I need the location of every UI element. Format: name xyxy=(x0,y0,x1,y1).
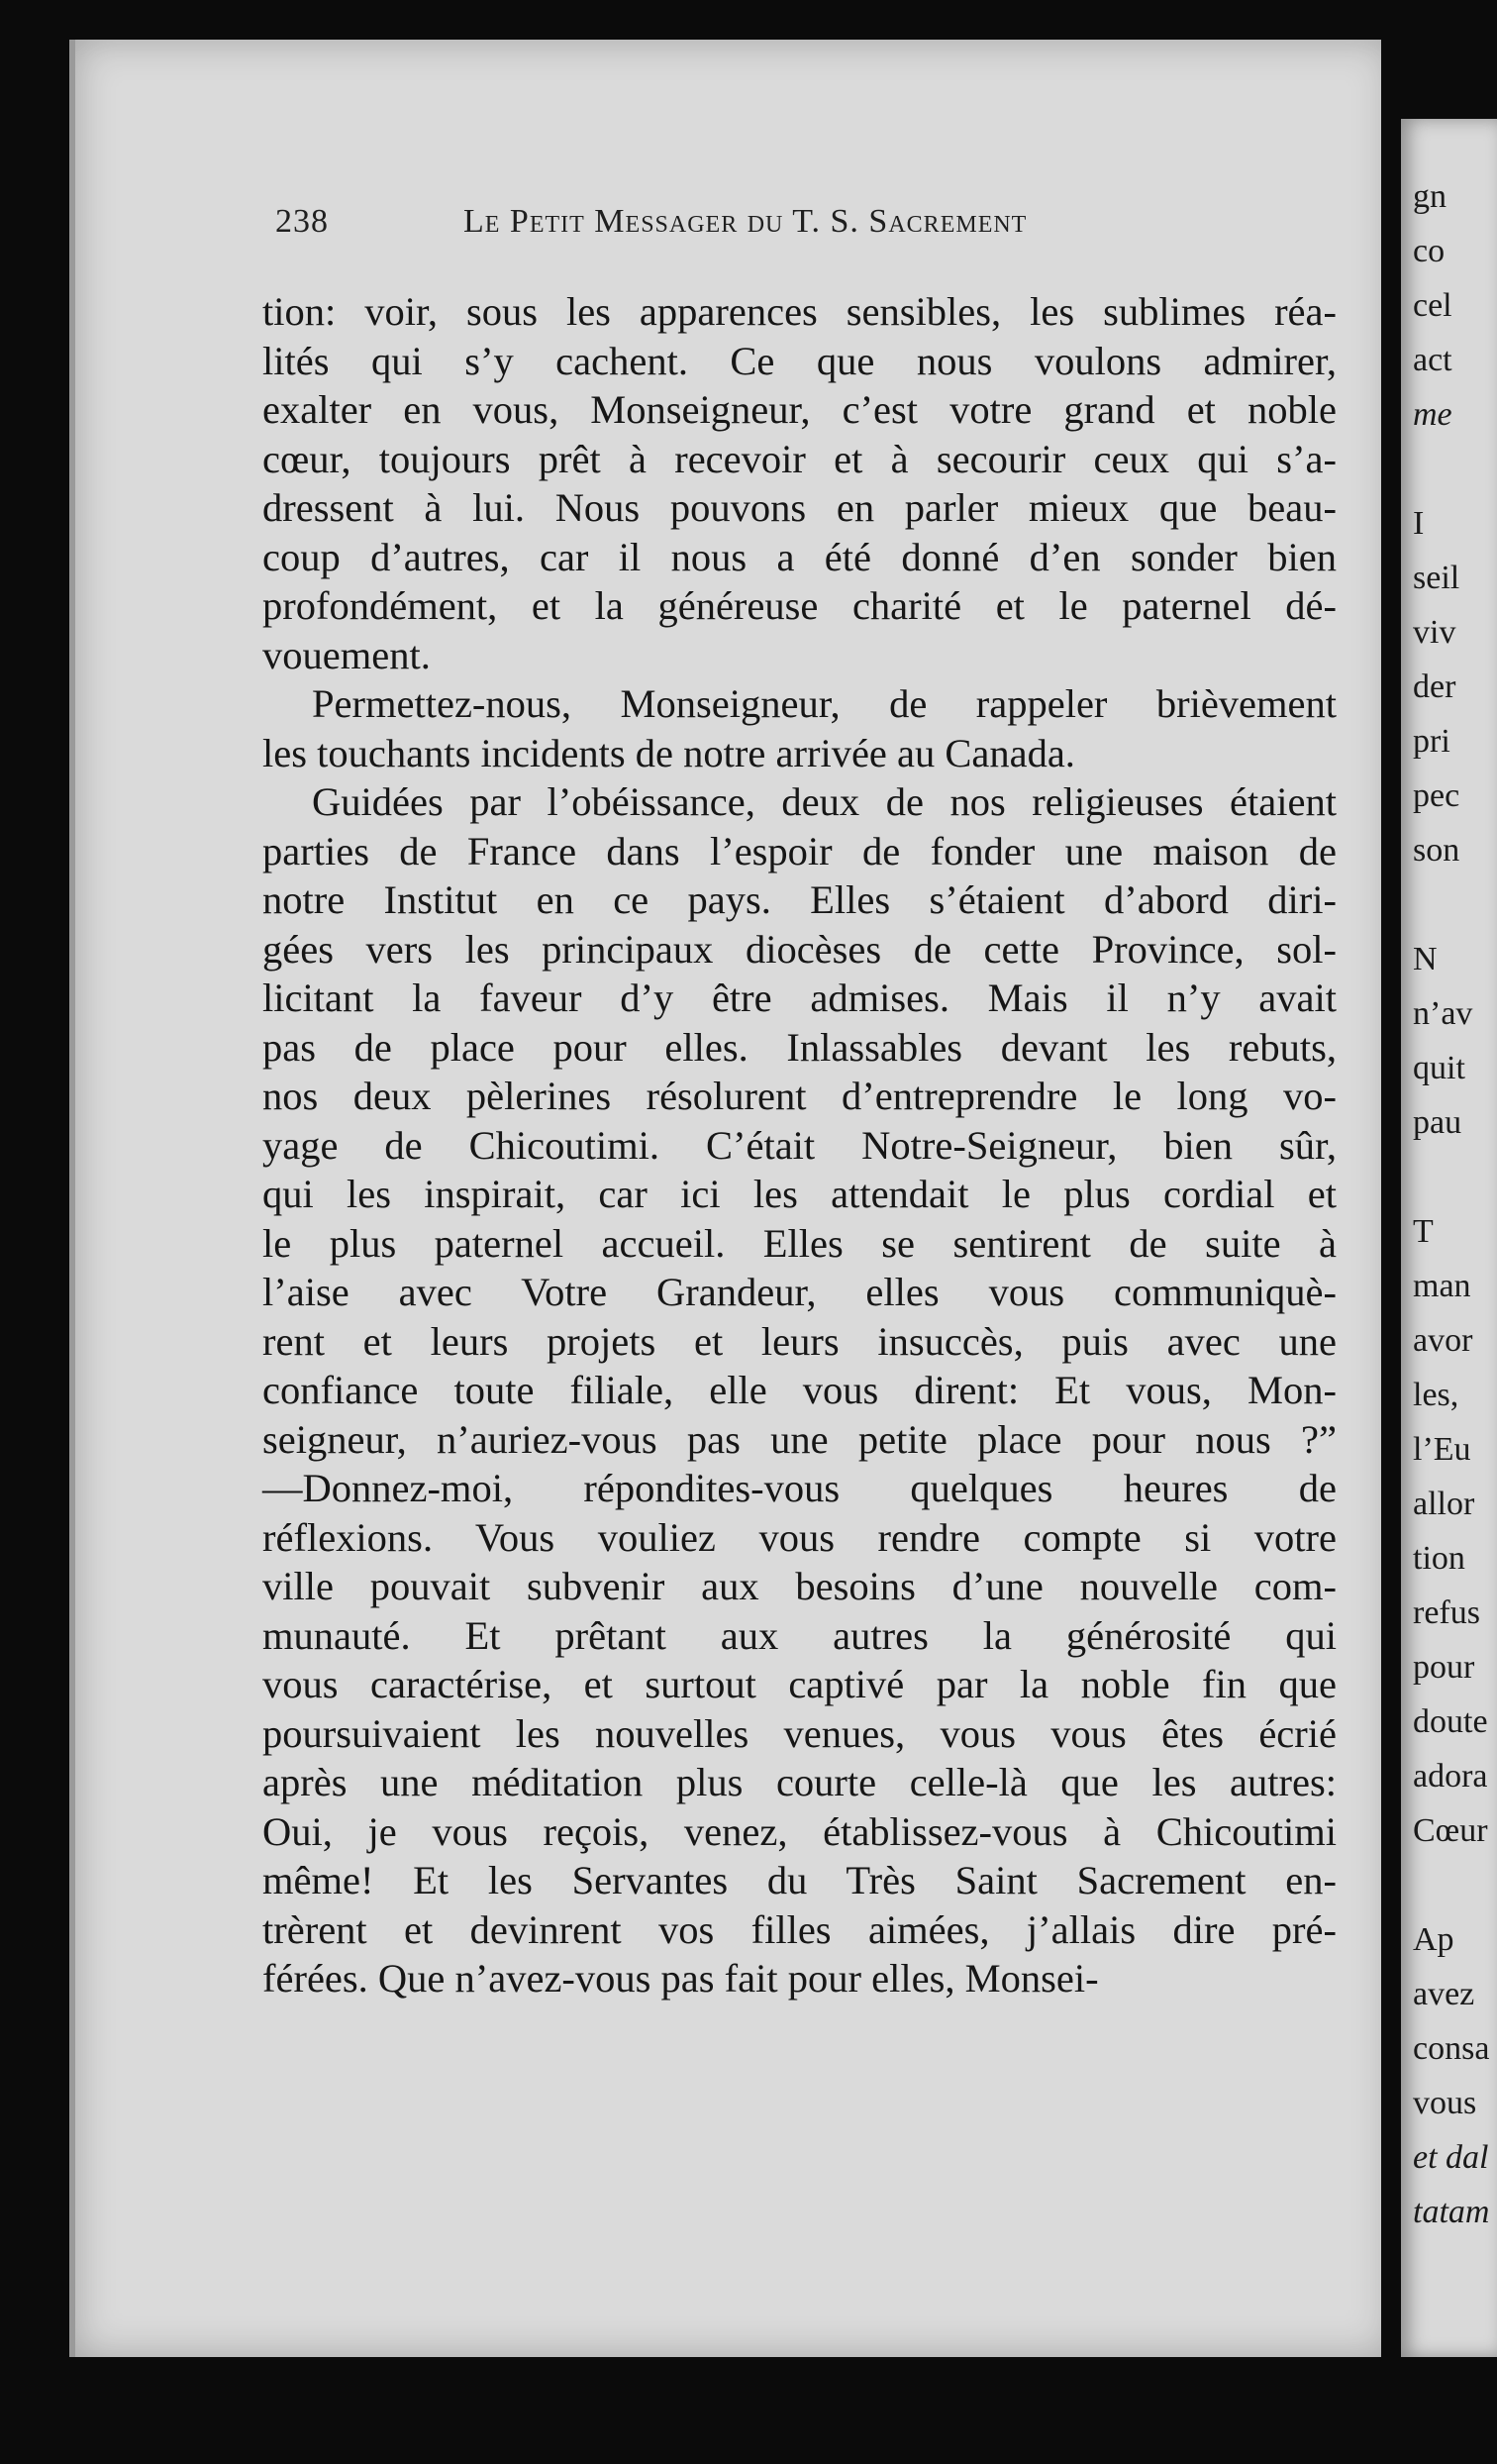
facing-page-fragment: et dal xyxy=(1413,2139,1489,2176)
text-line: tion: voir, sous les apparences sensibles, les sublimes réa- xyxy=(262,289,1337,334)
facing-page-fragment: Cœur xyxy=(1413,1812,1488,1849)
text-line: qui les inspirait, car ici les attendait le plus cordial et xyxy=(262,1172,1337,1216)
text-line: dressent à lui. Nous pouvons en parler mieux que beau- xyxy=(262,485,1337,530)
text-line: munauté. Et prêtant aux autres la générosité qui xyxy=(262,1612,1337,1658)
facing-page-fragment: tatam xyxy=(1413,2194,1490,2230)
text-line: notre Institut en ce pays. Elles s’étaient d’abord diri- xyxy=(262,877,1337,922)
facing-page-fragment: N xyxy=(1413,941,1438,977)
page-number: 238 xyxy=(275,203,329,240)
text-line: même! Et les Servantes du Très Saint Sacrement en- xyxy=(262,1858,1337,1902)
facing-page-fragment: avor xyxy=(1413,1322,1473,1359)
facing-page-fragment: me xyxy=(1413,396,1452,433)
text-line: Oui, je vous reçois, venez, établissez-vous à Chicoutimi xyxy=(262,1808,1337,1854)
facing-page-fragment: son xyxy=(1413,832,1460,869)
facing-page-fragment: adora xyxy=(1413,1758,1488,1795)
text-line: licitant la faveur d’y être admises. Mais il n’y avait xyxy=(262,975,1337,1020)
facing-page-fragment: consa xyxy=(1413,2030,1490,2067)
text-line: nos deux pèlerines résolurent d’entreprendre le long vo- xyxy=(262,1074,1337,1118)
facing-page-fragment: avez xyxy=(1413,1976,1475,2012)
text-line: —Donnez-moi, répondites-vous quelques heures de xyxy=(262,1466,1337,1510)
text-line: coup d’autres, car il nous a été donné d’en sonder bien xyxy=(262,534,1337,579)
facing-page-fragment: gn xyxy=(1413,178,1447,215)
book-gutter xyxy=(1381,40,1403,2416)
text-line: exalter en vous, Monseigneur, c’est votre grand et noble xyxy=(262,387,1337,432)
facing-page-fragment: les, xyxy=(1413,1377,1459,1413)
text-line: vous caractérise, et surtout captivé par la noble fin que xyxy=(262,1662,1337,1706)
facing-page-fragment: Ap xyxy=(1413,1921,1454,1958)
page-body xyxy=(262,287,1337,2003)
facing-page-fragment: viv xyxy=(1413,614,1456,651)
text-line: rent et leurs projets et leurs insuccès, puis avec une xyxy=(262,1318,1337,1364)
text-line: confiance toute filiale, elle vous dirent: Et vous, Mon- xyxy=(262,1368,1337,1412)
facing-page-fragment: pri xyxy=(1413,723,1450,760)
text-line: gées vers les principaux diocèses de cette Province, sol- xyxy=(262,926,1337,972)
facing-page-fragment: man xyxy=(1413,1268,1471,1304)
facing-page-fragment: doute xyxy=(1413,1703,1488,1740)
page-header xyxy=(275,203,1265,253)
facing-page-fragment: pau xyxy=(1413,1104,1462,1141)
text-line: trèrent et devinrent vos filles aimées, j’allais dire pré- xyxy=(262,1906,1337,1952)
running-title: Le Petit Messager du T. S. Sacrement xyxy=(463,203,1028,240)
text-line: ville pouvait subvenir aux besoins d’une nouvelle com- xyxy=(262,1564,1337,1608)
facing-page-fragment: der xyxy=(1413,668,1456,705)
text-line: le plus paternel accueil. Elles se sentirent de suite à xyxy=(262,1220,1337,1266)
text-line: seigneur, n’auriez-vous pas une petite place pour nous ?” xyxy=(262,1416,1337,1462)
facing-page-fragment: quit xyxy=(1413,1050,1465,1086)
facing-page-fragment: pec xyxy=(1413,777,1460,814)
facing-page-fragment: allor xyxy=(1413,1486,1475,1522)
facing-page-fragment: act xyxy=(1413,342,1452,378)
text-line: pas de place pour elles. Inlassables devant les rebuts, xyxy=(262,1024,1337,1070)
text-line: lités qui s’y cachent. Ce que nous voulons admirer, xyxy=(262,338,1337,383)
facing-page-fragment: vous xyxy=(1413,2085,1477,2121)
text-line: les touchants incidents de notre arrivée au Canada. xyxy=(262,730,1075,775)
text-line: cœur, toujours prêt à recevoir et à secourir ceux qui s’a- xyxy=(262,436,1337,481)
text-line: parties de France dans l’espoir de fonder une maison de xyxy=(262,828,1337,873)
facing-page-edge xyxy=(1401,119,1497,2357)
text-line: yage de Chicoutimi. C’était Notre-Seigneur, bien sûr, xyxy=(262,1122,1337,1168)
facing-page-fragment: pour xyxy=(1413,1649,1475,1686)
text-line: vouement. xyxy=(262,632,431,677)
facing-page-fragment: T xyxy=(1413,1213,1434,1250)
facing-page-fragment: l’Eu xyxy=(1413,1431,1471,1468)
text-line: férées. Que n’avez-vous pas fait pour elles, Monsei- xyxy=(262,1956,1099,2001)
facing-page-fragment: seil xyxy=(1413,560,1460,596)
text-line: poursuivaient les nouvelles venues, vous vous êtes écrié xyxy=(262,1710,1337,1756)
text-line: Guidées par l’obéissance, deux de nos religieuses étaient xyxy=(312,779,1337,824)
text-line: profondément, et la généreuse charité et le paternel dé- xyxy=(262,583,1337,628)
text-line: réflexions. Vous vouliez vous rendre compte si votre xyxy=(262,1514,1337,1560)
facing-page-fragment: tion xyxy=(1413,1540,1465,1577)
facing-page-fragment: refus xyxy=(1413,1594,1480,1631)
text-line: Permettez-nous, Monseigneur, de rappeler brièvement xyxy=(312,681,1337,726)
text-line: l’aise avec Votre Grandeur, elles vous communiquè- xyxy=(262,1270,1337,1314)
facing-page-fragment: co xyxy=(1413,233,1446,269)
facing-page-fragment: cel xyxy=(1413,287,1452,324)
text-line: après une méditation plus courte celle-là que les autres: xyxy=(262,1760,1337,1804)
facing-page-fragment: I xyxy=(1413,505,1425,542)
facing-page-fragment: n’av xyxy=(1413,995,1473,1032)
